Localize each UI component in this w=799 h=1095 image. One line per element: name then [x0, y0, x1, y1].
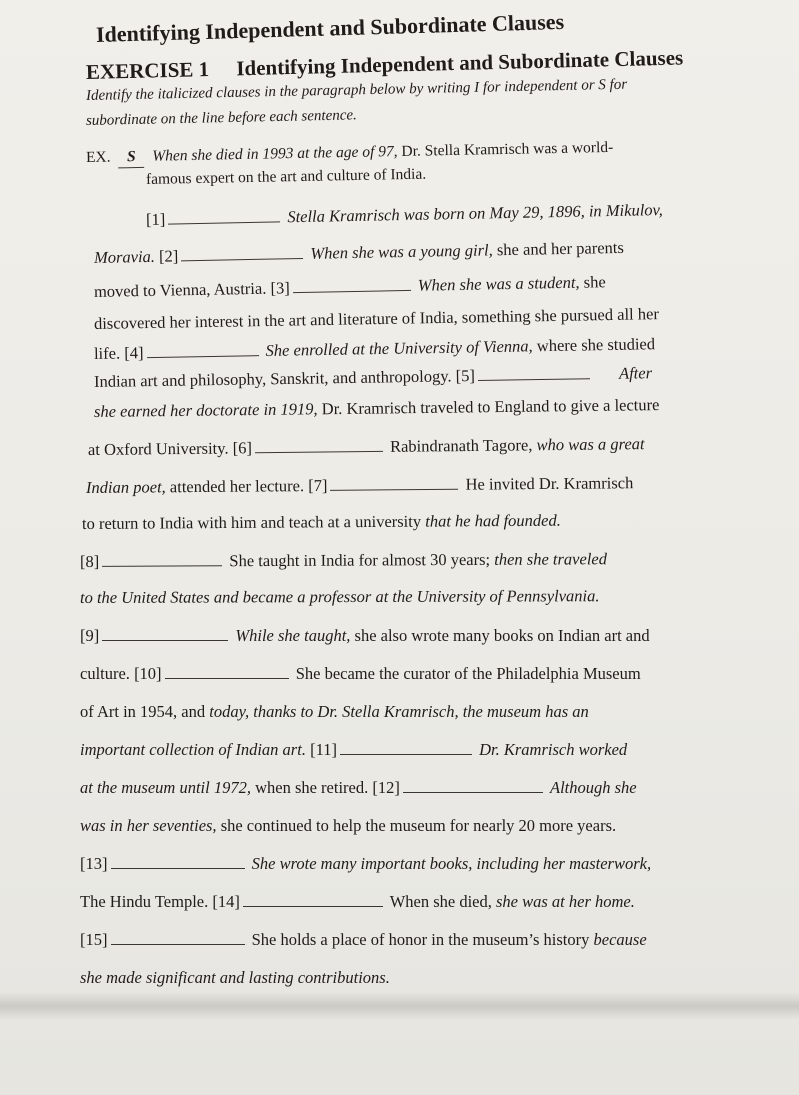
item-number-6: [6] — [232, 438, 252, 458]
sentence-13-clause: She wrote many important books, including her masterwork, — [251, 854, 652, 873]
sentence-11-clause: at the museum until 1972, — [80, 778, 251, 797]
para-line-2 — [94, 238, 624, 268]
sentence-12-start: Although she — [550, 778, 637, 797]
sentence-8-start: She taught in India for almost 30 years; — [229, 549, 495, 571]
sentence-2-end: moved to Vienna, Austria. — [93, 278, 267, 301]
para-line-20 — [80, 892, 635, 912]
sentence-2-clause: When she was a young girl, — [310, 240, 493, 263]
para-line-15 — [80, 702, 589, 722]
example-label: EX. — [85, 148, 111, 166]
sentence-12-clause: was in her seventies, — [80, 816, 217, 835]
item-number-8: [8] — [79, 551, 100, 571]
sentence-10-clause-end: important collection of Indian art. — [80, 740, 306, 759]
item-number-13: [13] — [80, 854, 108, 873]
sentence-3-rest: she — [579, 272, 606, 292]
item-number-9: [9] — [80, 626, 100, 645]
sentence-4-rest: where she studied — [532, 334, 656, 356]
example-text-3: famous expert on the art and culture of India. — [145, 165, 427, 188]
answer-blank-9[interactable] — [102, 626, 228, 641]
para-line-10 — [82, 511, 561, 534]
item-number-1: [1] — [145, 209, 166, 229]
para-line-3 — [94, 272, 606, 302]
answer-blank-14[interactable] — [243, 892, 383, 907]
directions-text-1: Identify the italicized clauses in the paragraph below by writing I for independent or S for — [85, 76, 628, 104]
para-line-14 — [80, 664, 641, 684]
answer-blank-11[interactable] — [340, 740, 472, 755]
directions-text-2: subordinate on the line before each sentence. — [85, 107, 358, 129]
item-number-11: [11] — [310, 740, 337, 759]
item-number-15: [15] — [80, 930, 108, 949]
sentence-8-clause: then she traveled — [494, 549, 608, 569]
example-text-2: Dr. Stella Kramrisch was a world- — [397, 138, 614, 161]
exercise-label: EXERCISE 1 — [85, 56, 210, 84]
sentence-11-start: Dr. Kramrisch worked — [479, 740, 628, 759]
sentence-7-cont: to return to India with him and teach at a university — [81, 511, 426, 533]
sentence-3-cont: discovered her interest in the art and literature of India, something she pursued all her — [93, 304, 660, 333]
para-line-12 — [80, 586, 600, 608]
example-line-2 — [146, 165, 427, 190]
answer-blank-2[interactable] — [181, 244, 303, 261]
worksheet-header-title — [96, 9, 565, 48]
answer-blank-1[interactable] — [168, 207, 280, 224]
sentence-10-start: She became the curator of the Philadelphia Museum — [295, 664, 641, 683]
para-line-1 — [146, 200, 663, 230]
para-line-9 — [86, 473, 633, 498]
sentence-8-clause-end: to the United States and became a professor at the University of Pennsylvania. — [79, 586, 600, 607]
answer-blank-13[interactable] — [111, 854, 245, 869]
sentence-6-clause-end: Indian poet, — [85, 477, 166, 497]
item-number-7: [7] — [308, 475, 328, 496]
sentence-11-rest: when she retired. — [250, 778, 369, 797]
example-answer: S — [118, 147, 144, 168]
para-line-6 — [94, 363, 652, 392]
sentence-1-end: Moravia. — [93, 246, 156, 267]
sentence-9-end: culture. — [80, 664, 130, 683]
example-line-1 — [86, 138, 614, 169]
answer-blank-15[interactable] — [111, 930, 245, 945]
answer-blank-5[interactable] — [478, 364, 590, 381]
answer-blank-6[interactable] — [255, 437, 383, 453]
header-title-text: Identifying Independent and Subordinate Clauses — [95, 8, 565, 47]
answer-blank-3[interactable] — [293, 276, 411, 293]
para-line-4 — [94, 304, 659, 334]
item-number-12: [12] — [372, 778, 400, 797]
sentence-5-end: at Oxford University. — [87, 438, 229, 459]
sentence-15-clause: because — [593, 930, 647, 949]
sentence-14-clause: she was at her home. — [496, 892, 635, 911]
answer-blank-12[interactable] — [403, 778, 543, 793]
sentence-14-start: When she died, — [389, 892, 496, 911]
item-number-2: [2] — [158, 246, 179, 266]
sentence-15-start: She holds a place of honor in the museum’s history — [251, 930, 594, 949]
para-line-17 — [80, 778, 637, 798]
sentence-5-start: After — [618, 363, 653, 383]
para-line-18 — [80, 816, 616, 836]
sentence-5-rest: Dr. Kramrisch traveled to England to give a lecture — [317, 395, 660, 419]
para-line-8 — [88, 434, 645, 460]
answer-blank-7[interactable] — [330, 475, 458, 491]
para-line-7 — [94, 395, 660, 422]
exercise-title: Identifying Independent and Subordinate Clauses — [236, 45, 684, 81]
para-line-13 — [80, 626, 650, 646]
para-line-5 — [94, 334, 655, 364]
sentence-7-start: He invited Dr. Kramrisch — [465, 473, 634, 494]
sentence-13-end: The Hindu Temple. — [80, 892, 209, 911]
sentence-6-start: Rabindranath Tagore, — [389, 435, 537, 456]
example-clause: When she died in 1993 at the age of 97, — [152, 143, 398, 165]
para-line-11 — [80, 549, 607, 572]
sentence-7-clause: that he had founded. — [425, 510, 561, 531]
sentence-4-end: Indian art and philosophy, Sanskrit, and anthropology. — [93, 366, 452, 391]
sentence-15-clause-end: she made significant and lasting contributions. — [80, 968, 390, 987]
item-number-4: [4] — [124, 343, 144, 363]
item-number-3: [3] — [270, 278, 290, 298]
sentence-9-rest: she also wrote many books on Indian art and — [350, 626, 650, 645]
page-fold-shadow — [0, 992, 799, 1020]
sentence-3-clause: When she was a student, — [417, 272, 580, 295]
sentence-6-clause: who was a great — [536, 434, 645, 455]
answer-blank-10[interactable] — [165, 664, 289, 679]
sentence-4-clause: She enrolled at the University of Vienna, — [265, 336, 533, 361]
sentence-6-end: attended her lecture. — [165, 476, 305, 497]
sentence-1: Stella Kramrisch was born on May 29, 1896, in Mikulov, — [287, 200, 663, 227]
para-line-16 — [80, 740, 627, 760]
item-number-10: [10] — [134, 664, 162, 683]
item-number-5: [5] — [455, 366, 476, 386]
para-line-22 — [80, 968, 390, 988]
item-number-14: [14] — [212, 892, 240, 911]
para-line-19 — [80, 854, 651, 874]
sentence-3-end: life. — [93, 343, 121, 363]
sentence-10-cont: of Art in 1954, and — [80, 702, 210, 721]
para-line-21 — [80, 930, 647, 950]
sentence-9-clause: While she taught, — [235, 626, 351, 645]
answer-blank-4[interactable] — [146, 341, 258, 358]
sentence-2-rest: she and her parents — [492, 237, 624, 260]
directions-line-2 — [86, 105, 357, 131]
sentence-10-clause: today, thanks to Dr. Stella Kramrisch, the museum has an — [209, 702, 589, 721]
answer-blank-8[interactable] — [102, 551, 222, 567]
sentence-5-clause: she earned her doctorate in 1919, — [93, 399, 318, 421]
sentence-12-rest: she continued to help the museum for nearly 20 more years. — [216, 816, 617, 835]
